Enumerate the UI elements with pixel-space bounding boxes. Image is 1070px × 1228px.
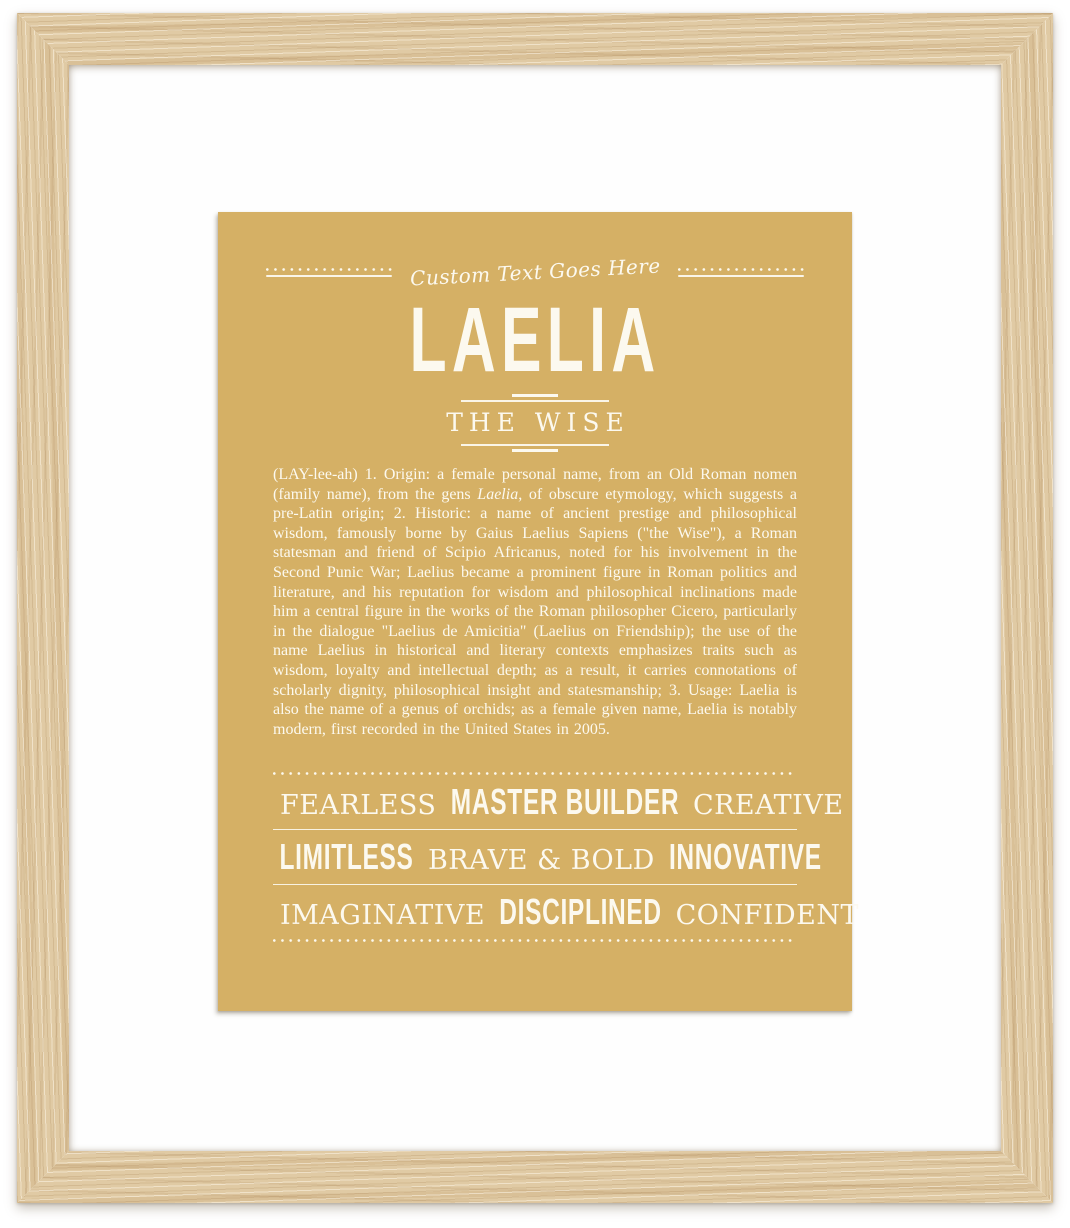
trait-word: DISCIPLINED: [499, 891, 662, 932]
rule-long-bottom: [461, 444, 609, 446]
definition-text: [273, 465, 797, 739]
frame-rail-left: [17, 13, 69, 1203]
trait-row: [273, 779, 844, 825]
trait-word: CONFIDENT: [675, 900, 859, 931]
frame-rail-bottom: [17, 1151, 1053, 1203]
trait-row: [273, 889, 859, 935]
trait-word: CREATIVE: [692, 790, 844, 821]
epithet-label: THE WISE: [446, 408, 630, 437]
rule-short-top: [512, 394, 558, 397]
traits-section: [273, 772, 859, 942]
dots-row-icon: [266, 268, 392, 271]
trait-word: INNOVATIVE: [668, 836, 822, 877]
dotted-ornament-right: [678, 268, 804, 277]
definition-segment: (LAY-lee-ah) 1. Origin: a female personal name, from an Old Roman nomen (family name), from the gens: [273, 466, 797, 503]
dotted-separator-bottom: [273, 939, 797, 942]
name-title: LAELIA: [409, 289, 661, 391]
print-header: [266, 253, 804, 291]
mat-board: [69, 65, 1001, 1151]
custom-text-label: Custom Text Goes Here: [409, 253, 661, 291]
ornament-underline: [266, 275, 392, 277]
traits-rows: [273, 779, 859, 935]
dotted-ornament-left: [266, 268, 392, 277]
trait-divider: [273, 884, 797, 885]
dotted-separator-top: [273, 772, 797, 775]
dots-row-icon: [678, 268, 804, 271]
rule-short-bottom: [512, 449, 558, 452]
trait-word: BRAVE & BOLD: [427, 845, 655, 876]
definition-segment: Laelia: [477, 485, 519, 503]
trait-divider: [273, 829, 797, 830]
frame-rail-right: [1001, 13, 1053, 1203]
frame-rail-top: [17, 13, 1053, 65]
art-print: [218, 212, 859, 1011]
rule-long-top: [461, 400, 609, 402]
trait-row: [273, 834, 822, 880]
trait-word: LIMITLESS: [280, 836, 414, 877]
picture-frame: [17, 13, 1053, 1203]
trait-word: IMAGINATIVE: [280, 900, 486, 931]
ornament-underline: [678, 275, 804, 277]
definition-segment: , of obscure etymology, which suggests a pre-Latin origin; 2. Historic: a name of ancient prestige and philosophical wisdom, famously borne by Gaius Laelius Sapiens ("the Wise"), a Roman statesman and friend of Scipio Africanus, noted for his involvement in the Second Punic War; Laelius became a prominent figure in Roman politics and literature, and his reputation for wisdom and philosophical inclinations made him a central figure in the works of the Roman philosopher Cicero, particularly in the dialogue "Laelius de Amicitia" (Laelius on Friendship); the use of the name Laelius in historical and literary contexts emphasizes traits such as wisdom, loyalty and intellectual depth; as a result, it carries connotations of scholarly dignity, philosophical insight and statesmanship; 3. Usage: Laelia is also the name of a genus of orchids; as a female given name, Laelia is notably modern, first recorded in the United States in 2005.: [273, 485, 797, 738]
trait-word: FEARLESS: [280, 790, 437, 821]
epithet-block: [218, 394, 852, 452]
trait-word: MASTER BUILDER: [450, 781, 679, 822]
